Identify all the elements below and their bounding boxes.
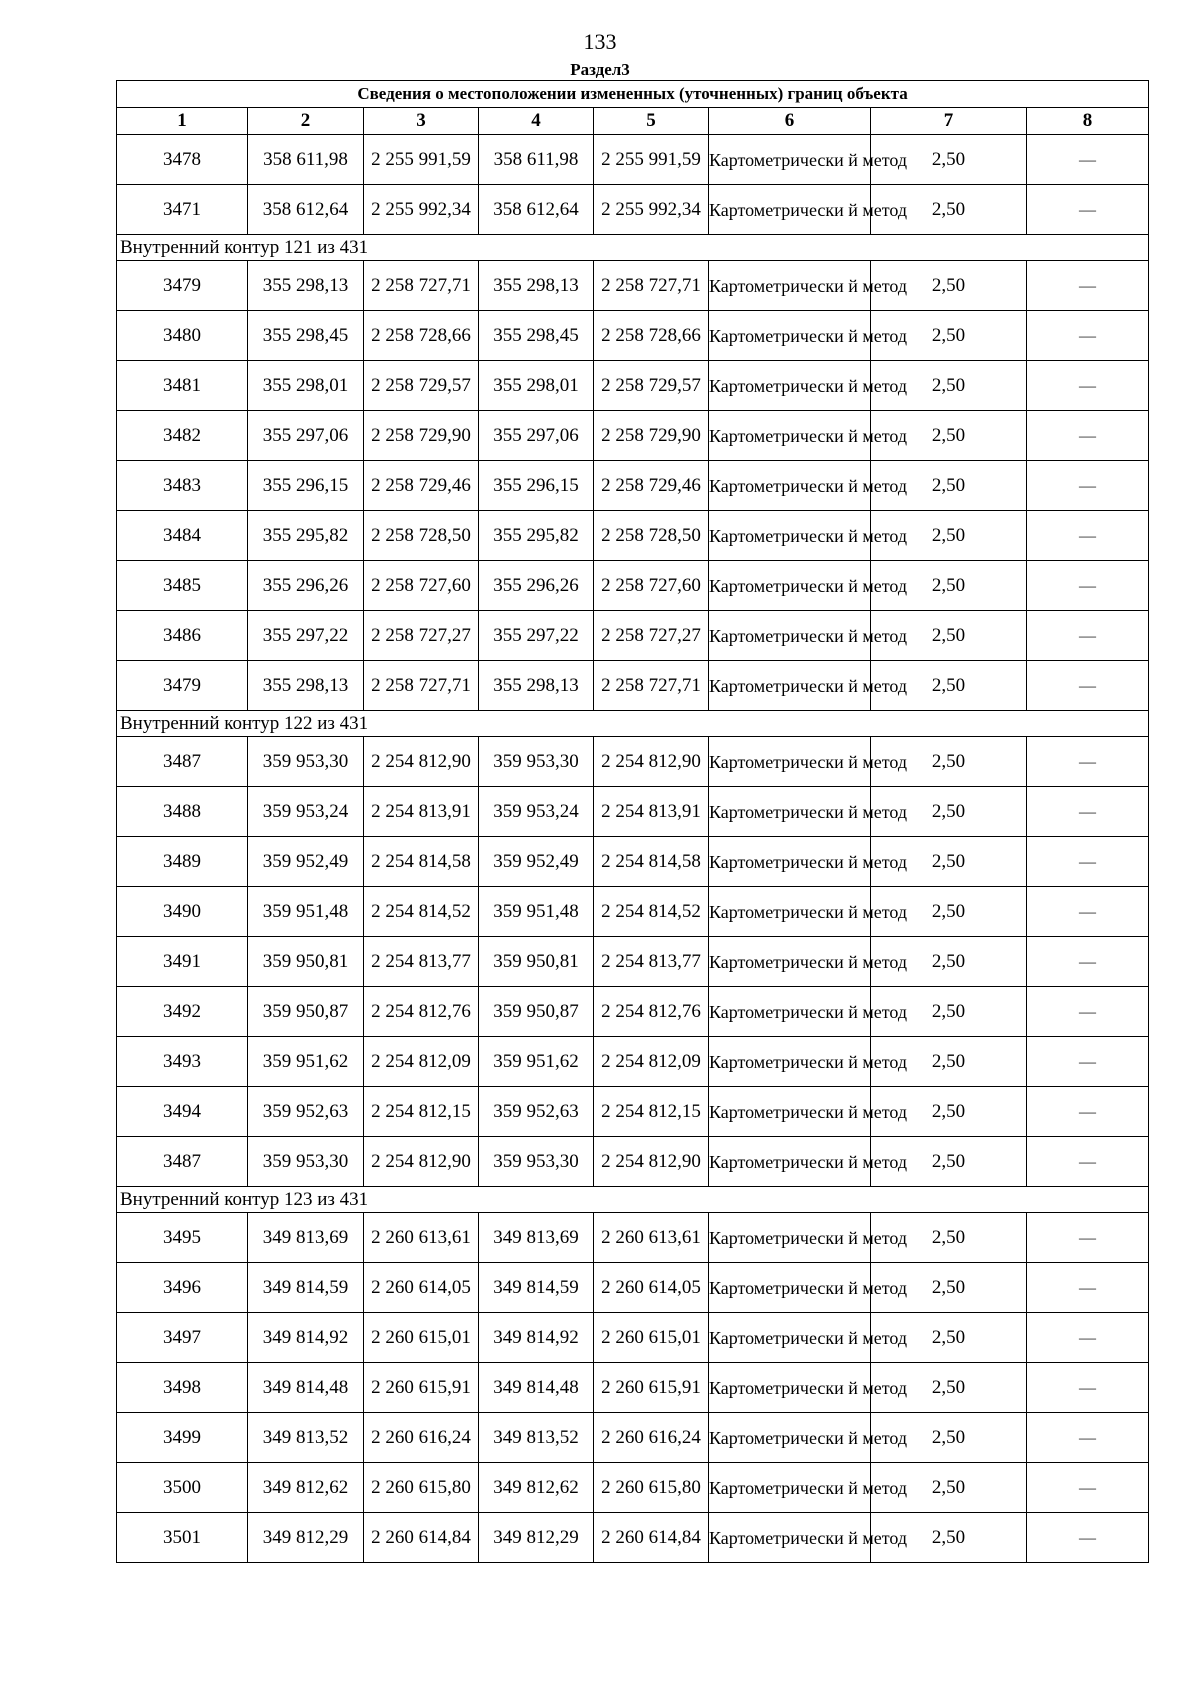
x-old-cell: 349 812,29	[248, 1513, 364, 1563]
y-new-cell: 2 258 729,90	[594, 411, 709, 461]
table-row	[117, 461, 1149, 511]
x-new-cell: 349 814,59	[479, 1263, 594, 1313]
table-title-row	[117, 81, 1149, 108]
point-number-cell: 3479	[117, 661, 248, 711]
x-new-cell: 359 952,63	[479, 1087, 594, 1137]
x-old-cell: 355 297,06	[248, 411, 364, 461]
point-number-cell: 3493	[117, 1037, 248, 1087]
column-number: 3	[364, 108, 479, 135]
x-old-cell: 359 951,62	[248, 1037, 364, 1087]
x-old-cell: 349 812,62	[248, 1463, 364, 1513]
y-new-cell: 2 255 992,34	[594, 185, 709, 235]
y-old-cell: 2 254 812,90	[364, 737, 479, 787]
y-old-cell: 2 254 814,58	[364, 837, 479, 887]
method-cell: Картометрически й метод	[709, 1413, 871, 1463]
accuracy-cell: 2,50	[871, 561, 1027, 611]
x-new-cell: 359 951,48	[479, 887, 594, 937]
point-number-cell: 3497	[117, 1313, 248, 1363]
method-cell: Картометрически й метод	[709, 937, 871, 987]
x-old-cell: 359 953,30	[248, 737, 364, 787]
x-new-cell: 355 296,26	[479, 561, 594, 611]
y-old-cell: 2 254 814,52	[364, 887, 479, 937]
x-old-cell: 359 953,30	[248, 1137, 364, 1187]
x-old-cell: 358 612,64	[248, 185, 364, 235]
method-cell: Картометрически й метод	[709, 837, 871, 887]
column-number: 1	[117, 108, 248, 135]
y-old-cell: 2 260 615,91	[364, 1363, 479, 1413]
y-old-cell: 2 258 729,46	[364, 461, 479, 511]
description-cell: —	[1027, 561, 1149, 611]
y-new-cell: 2 260 614,05	[594, 1263, 709, 1313]
point-number-cell: 3471	[117, 185, 248, 235]
y-old-cell: 2 258 727,60	[364, 561, 479, 611]
table-row	[117, 411, 1149, 461]
y-new-cell: 2 260 615,91	[594, 1363, 709, 1413]
y-old-cell: 2 260 614,05	[364, 1263, 479, 1313]
x-new-cell: 359 952,49	[479, 837, 594, 887]
y-old-cell: 2 254 812,15	[364, 1087, 479, 1137]
table-row	[117, 135, 1149, 185]
x-new-cell: 349 812,29	[479, 1513, 594, 1563]
description-cell: —	[1027, 1137, 1149, 1187]
method-cell: Картометрически й метод	[709, 1137, 871, 1187]
accuracy-cell: 2,50	[871, 787, 1027, 837]
method-cell: Картометрически й метод	[709, 1313, 871, 1363]
table-row	[117, 1413, 1149, 1463]
description-cell: —	[1027, 185, 1149, 235]
x-old-cell: 359 951,48	[248, 887, 364, 937]
point-number-cell: 3478	[117, 135, 248, 185]
y-old-cell: 2 254 812,09	[364, 1037, 479, 1087]
method-cell: Картометрически й метод	[709, 411, 871, 461]
accuracy-cell: 2,50	[871, 937, 1027, 987]
accuracy-cell: 2,50	[871, 1313, 1027, 1363]
x-new-cell: 355 297,06	[479, 411, 594, 461]
method-cell: Картометрически й метод	[709, 1087, 871, 1137]
accuracy-cell: 2,50	[871, 1363, 1027, 1413]
contour-label: Внутренний контур 121 из 431	[117, 235, 1149, 261]
y-new-cell: 2 254 812,76	[594, 987, 709, 1037]
accuracy-cell: 2,50	[871, 611, 1027, 661]
y-new-cell: 2 258 727,71	[594, 661, 709, 711]
description-cell: —	[1027, 461, 1149, 511]
y-new-cell: 2 258 728,66	[594, 311, 709, 361]
y-new-cell: 2 254 812,15	[594, 1087, 709, 1137]
x-old-cell: 358 611,98	[248, 135, 364, 185]
x-new-cell: 349 814,48	[479, 1363, 594, 1413]
x-old-cell: 355 295,82	[248, 511, 364, 561]
accuracy-cell: 2,50	[871, 1463, 1027, 1513]
y-old-cell: 2 258 728,66	[364, 311, 479, 361]
method-cell: Картометрически й метод	[709, 461, 871, 511]
boundary-table	[116, 80, 1149, 1563]
table-body	[117, 135, 1149, 1563]
column-number: 6	[709, 108, 871, 135]
column-number: 5	[594, 108, 709, 135]
x-new-cell: 349 813,52	[479, 1413, 594, 1463]
y-old-cell: 2 260 615,01	[364, 1313, 479, 1363]
method-cell: Картометрически й метод	[709, 1263, 871, 1313]
accuracy-cell: 2,50	[871, 135, 1027, 185]
description-cell: —	[1027, 1037, 1149, 1087]
table-row	[117, 1463, 1149, 1513]
y-new-cell: 2 260 613,61	[594, 1213, 709, 1263]
accuracy-cell: 2,50	[871, 311, 1027, 361]
y-new-cell: 2 258 727,60	[594, 561, 709, 611]
point-number-cell: 3491	[117, 937, 248, 987]
x-old-cell: 355 297,22	[248, 611, 364, 661]
point-number-cell: 3498	[117, 1363, 248, 1413]
method-cell: Картометрически й метод	[709, 887, 871, 937]
accuracy-cell: 2,50	[871, 411, 1027, 461]
method-cell: Картометрически й метод	[709, 361, 871, 411]
description-cell: —	[1027, 361, 1149, 411]
x-old-cell: 359 950,81	[248, 937, 364, 987]
description-cell: —	[1027, 261, 1149, 311]
description-cell: —	[1027, 1413, 1149, 1463]
accuracy-cell: 2,50	[871, 887, 1027, 937]
method-cell: Картометрически й метод	[709, 311, 871, 361]
x-new-cell: 358 612,64	[479, 185, 594, 235]
method-cell: Картометрически й метод	[709, 1363, 871, 1413]
method-cell: Картометрически й метод	[709, 185, 871, 235]
contour-label: Внутренний контур 123 из 431	[117, 1187, 1149, 1213]
point-number-cell: 3484	[117, 511, 248, 561]
method-cell: Картометрически й метод	[709, 611, 871, 661]
description-cell: —	[1027, 1313, 1149, 1363]
accuracy-cell: 2,50	[871, 661, 1027, 711]
x-new-cell: 355 296,15	[479, 461, 594, 511]
y-old-cell: 2 260 613,61	[364, 1213, 479, 1263]
page-number: 133	[583, 29, 617, 54]
accuracy-cell: 2,50	[871, 1263, 1027, 1313]
x-old-cell: 355 298,13	[248, 661, 364, 711]
accuracy-cell: 2,50	[871, 1513, 1027, 1563]
table-row	[117, 1213, 1149, 1263]
x-new-cell: 359 950,87	[479, 987, 594, 1037]
y-old-cell: 2 258 729,90	[364, 411, 479, 461]
table-row	[117, 1037, 1149, 1087]
method-cell: Картометрически й метод	[709, 1513, 871, 1563]
table-row	[117, 185, 1149, 235]
point-number-cell: 3500	[117, 1463, 248, 1513]
x-new-cell: 349 814,92	[479, 1313, 594, 1363]
table-row	[117, 837, 1149, 887]
x-new-cell: 349 813,69	[479, 1213, 594, 1263]
description-cell: —	[1027, 937, 1149, 987]
y-new-cell: 2 258 727,27	[594, 611, 709, 661]
table-row	[117, 1513, 1149, 1563]
y-new-cell: 2 258 729,57	[594, 361, 709, 411]
section-label: Раздел3	[570, 60, 630, 79]
table-row	[117, 261, 1149, 311]
description-cell: —	[1027, 411, 1149, 461]
x-old-cell: 349 814,48	[248, 1363, 364, 1413]
y-old-cell: 2 258 729,57	[364, 361, 479, 411]
table-row	[117, 361, 1149, 411]
description-cell: —	[1027, 837, 1149, 887]
accuracy-cell: 2,50	[871, 361, 1027, 411]
accuracy-cell: 2,50	[871, 837, 1027, 887]
table-row	[117, 1263, 1149, 1313]
point-number-cell: 3480	[117, 311, 248, 361]
y-new-cell: 2 254 812,90	[594, 1137, 709, 1187]
method-cell: Картометрически й метод	[709, 1037, 871, 1087]
table-row	[117, 887, 1149, 937]
point-number-cell: 3481	[117, 361, 248, 411]
point-number-cell: 3485	[117, 561, 248, 611]
y-new-cell: 2 254 812,09	[594, 1037, 709, 1087]
contour-label: Внутренний контур 122 из 431	[117, 711, 1149, 737]
description-cell: —	[1027, 1513, 1149, 1563]
accuracy-cell: 2,50	[871, 737, 1027, 787]
point-number-cell: 3487	[117, 737, 248, 787]
point-number-cell: 3489	[117, 837, 248, 887]
contour-header-row	[117, 1187, 1149, 1213]
y-new-cell: 2 258 729,46	[594, 461, 709, 511]
accuracy-cell: 2,50	[871, 261, 1027, 311]
point-number-cell: 3499	[117, 1413, 248, 1463]
accuracy-cell: 2,50	[871, 1413, 1027, 1463]
description-cell: —	[1027, 887, 1149, 937]
description-cell: —	[1027, 311, 1149, 361]
point-number-cell: 3496	[117, 1263, 248, 1313]
x-old-cell: 355 298,13	[248, 261, 364, 311]
point-number-cell: 3487	[117, 1137, 248, 1187]
y-new-cell: 2 254 813,77	[594, 937, 709, 987]
point-number-cell: 3490	[117, 887, 248, 937]
x-old-cell: 349 813,52	[248, 1413, 364, 1463]
method-cell: Картометрически й метод	[709, 135, 871, 185]
y-old-cell: 2 254 812,90	[364, 1137, 479, 1187]
x-new-cell: 359 953,30	[479, 737, 594, 787]
y-new-cell: 2 254 813,91	[594, 787, 709, 837]
point-number-cell: 3494	[117, 1087, 248, 1137]
y-new-cell: 2 258 728,50	[594, 511, 709, 561]
accuracy-cell: 2,50	[871, 511, 1027, 561]
table-row	[117, 1137, 1149, 1187]
contour-header-row	[117, 235, 1149, 261]
column-number: 8	[1027, 108, 1149, 135]
column-number: 7	[871, 108, 1027, 135]
description-cell: —	[1027, 611, 1149, 661]
x-old-cell: 355 296,15	[248, 461, 364, 511]
method-cell: Картометрически й метод	[709, 737, 871, 787]
description-cell: —	[1027, 1087, 1149, 1137]
table-row	[117, 1313, 1149, 1363]
method-cell: Картометрически й метод	[709, 987, 871, 1037]
y-old-cell: 2 258 728,50	[364, 511, 479, 561]
method-cell: Картометрически й метод	[709, 661, 871, 711]
description-cell: —	[1027, 737, 1149, 787]
column-number-row	[117, 108, 1149, 135]
x-old-cell: 359 953,24	[248, 787, 364, 837]
accuracy-cell: 2,50	[871, 1137, 1027, 1187]
y-new-cell: 2 254 814,58	[594, 837, 709, 887]
table-title: Сведения о местоположении измененных (уточненных) границ объекта	[117, 81, 1149, 108]
y-old-cell: 2 258 727,71	[364, 261, 479, 311]
y-new-cell: 2 260 615,80	[594, 1463, 709, 1513]
x-new-cell: 359 953,24	[479, 787, 594, 837]
x-new-cell: 355 297,22	[479, 611, 594, 661]
description-cell: —	[1027, 1263, 1149, 1313]
y-new-cell: 2 260 614,84	[594, 1513, 709, 1563]
x-old-cell: 359 952,49	[248, 837, 364, 887]
y-new-cell: 2 260 616,24	[594, 1413, 709, 1463]
table-row	[117, 787, 1149, 837]
x-old-cell: 349 814,59	[248, 1263, 364, 1313]
y-old-cell: 2 260 614,84	[364, 1513, 479, 1563]
method-cell: Картометрически й метод	[709, 511, 871, 561]
point-number-cell: 3492	[117, 987, 248, 1037]
description-cell: —	[1027, 1213, 1149, 1263]
point-number-cell: 3495	[117, 1213, 248, 1263]
y-old-cell: 2 258 727,71	[364, 661, 479, 711]
x-old-cell: 355 298,01	[248, 361, 364, 411]
table-row	[117, 937, 1149, 987]
x-new-cell: 358 611,98	[479, 135, 594, 185]
accuracy-cell: 2,50	[871, 1213, 1027, 1263]
y-new-cell: 2 258 727,71	[594, 261, 709, 311]
point-number-cell: 3482	[117, 411, 248, 461]
point-number-cell: 3488	[117, 787, 248, 837]
x-new-cell: 355 295,82	[479, 511, 594, 561]
table-row	[117, 311, 1149, 361]
x-new-cell: 349 812,62	[479, 1463, 594, 1513]
x-old-cell: 359 952,63	[248, 1087, 364, 1137]
x-old-cell: 349 813,69	[248, 1213, 364, 1263]
y-new-cell: 2 254 814,52	[594, 887, 709, 937]
x-old-cell: 355 296,26	[248, 561, 364, 611]
point-number-cell: 3501	[117, 1513, 248, 1563]
x-new-cell: 359 953,30	[479, 1137, 594, 1187]
x-old-cell: 359 950,87	[248, 987, 364, 1037]
y-old-cell: 2 254 813,91	[364, 787, 479, 837]
x-new-cell: 355 298,13	[479, 261, 594, 311]
y-old-cell: 2 254 813,77	[364, 937, 479, 987]
description-cell: —	[1027, 1463, 1149, 1513]
accuracy-cell: 2,50	[871, 185, 1027, 235]
description-cell: —	[1027, 135, 1149, 185]
description-cell: —	[1027, 987, 1149, 1037]
point-number-cell: 3483	[117, 461, 248, 511]
column-number: 4	[479, 108, 594, 135]
point-number-cell: 3486	[117, 611, 248, 661]
method-cell: Картометрически й метод	[709, 561, 871, 611]
y-old-cell: 2 260 615,80	[364, 1463, 479, 1513]
y-new-cell: 2 254 812,90	[594, 737, 709, 787]
table-row	[117, 561, 1149, 611]
y-new-cell: 2 260 615,01	[594, 1313, 709, 1363]
x-old-cell: 349 814,92	[248, 1313, 364, 1363]
description-cell: —	[1027, 1363, 1149, 1413]
y-old-cell: 2 260 616,24	[364, 1413, 479, 1463]
x-new-cell: 355 298,13	[479, 661, 594, 711]
method-cell: Картометрически й метод	[709, 1213, 871, 1263]
table-row	[117, 611, 1149, 661]
table-row	[117, 1363, 1149, 1413]
accuracy-cell: 2,50	[871, 987, 1027, 1037]
method-cell: Картометрически й метод	[709, 1463, 871, 1513]
point-number-cell: 3479	[117, 261, 248, 311]
y-old-cell: 2 254 812,76	[364, 987, 479, 1037]
description-cell: —	[1027, 511, 1149, 561]
table-row	[117, 661, 1149, 711]
x-old-cell: 355 298,45	[248, 311, 364, 361]
accuracy-cell: 2,50	[871, 461, 1027, 511]
table-row	[117, 511, 1149, 561]
description-cell: —	[1027, 661, 1149, 711]
method-cell: Картометрически й метод	[709, 787, 871, 837]
column-number: 2	[248, 108, 364, 135]
accuracy-cell: 2,50	[871, 1087, 1027, 1137]
x-new-cell: 355 298,01	[479, 361, 594, 411]
table-row	[117, 1087, 1149, 1137]
y-old-cell: 2 255 992,34	[364, 185, 479, 235]
y-new-cell: 2 255 991,59	[594, 135, 709, 185]
method-cell: Картометрически й метод	[709, 261, 871, 311]
contour-header-row	[117, 711, 1149, 737]
accuracy-cell: 2,50	[871, 1037, 1027, 1087]
x-new-cell: 359 951,62	[479, 1037, 594, 1087]
table-row	[117, 987, 1149, 1037]
y-old-cell: 2 255 991,59	[364, 135, 479, 185]
description-cell: —	[1027, 787, 1149, 837]
x-new-cell: 355 298,45	[479, 311, 594, 361]
x-new-cell: 359 950,81	[479, 937, 594, 987]
y-old-cell: 2 258 727,27	[364, 611, 479, 661]
table-row	[117, 737, 1149, 787]
